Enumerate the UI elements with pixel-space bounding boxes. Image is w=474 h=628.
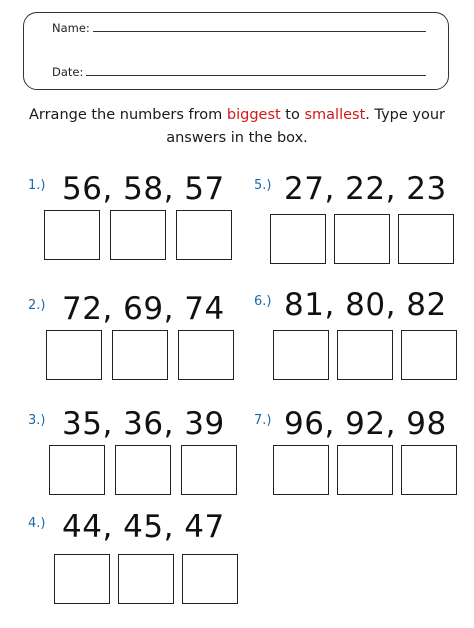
answer-box-2[interactable]	[337, 445, 393, 495]
instructions-text-2: to	[280, 107, 305, 123]
answer-box-2[interactable]	[337, 330, 393, 380]
answer-box-2[interactable]	[110, 210, 166, 260]
answer-box-3[interactable]	[178, 330, 234, 380]
answer-box-1[interactable]	[273, 330, 329, 380]
answer-box-1[interactable]	[49, 445, 105, 495]
instructions-line-2: answers in the box.	[166, 130, 308, 146]
date-label: Date:	[52, 65, 84, 79]
problem-7	[254, 406, 469, 525]
problem-4	[28, 509, 243, 628]
problem-6	[254, 287, 469, 406]
problem-number: 3.)	[28, 413, 46, 428]
instructions-smallest: smallest	[304, 107, 366, 123]
answer-box-3[interactable]	[181, 445, 237, 495]
problem-numbers: 35, 36, 39	[62, 406, 225, 442]
answer-box-3[interactable]	[401, 330, 457, 380]
problem-number: 4.)	[28, 516, 46, 531]
instructions-text-1: Arrange the numbers from	[28, 107, 227, 123]
date-row	[52, 65, 426, 79]
date-field[interactable]	[86, 75, 426, 76]
problem-numbers: 56, 58, 57	[62, 171, 225, 207]
problem-numbers: 27, 22, 23	[284, 171, 447, 207]
problem-number: 5.)	[254, 178, 272, 193]
student-info-box	[23, 12, 449, 90]
answer-box-3[interactable]	[398, 214, 454, 264]
answer-box-3[interactable]	[182, 554, 238, 604]
instructions	[0, 104, 474, 150]
problem-number: 6.)	[254, 294, 272, 309]
problem-number: 1.)	[28, 178, 46, 193]
answer-box-2[interactable]	[334, 214, 390, 264]
answer-box-2[interactable]	[115, 445, 171, 495]
problem-5	[254, 171, 469, 290]
answer-box-1[interactable]	[54, 554, 110, 604]
answer-box-1[interactable]	[46, 330, 102, 380]
name-row	[52, 21, 426, 35]
answer-box-1[interactable]	[44, 210, 100, 260]
answer-box-1[interactable]	[270, 214, 326, 264]
problem-numbers: 96, 92, 98	[284, 406, 447, 442]
name-field[interactable]	[93, 31, 426, 32]
name-label: Name:	[52, 21, 90, 35]
instructions-biggest: biggest	[226, 107, 281, 123]
problem-numbers: 81, 80, 82	[284, 287, 447, 323]
answer-box-3[interactable]	[176, 210, 232, 260]
problem-number: 7.)	[254, 413, 272, 428]
answer-box-2[interactable]	[112, 330, 168, 380]
problem-1	[28, 171, 243, 290]
problem-numbers: 72, 69, 74	[62, 291, 225, 327]
answer-box-2[interactable]	[118, 554, 174, 604]
answer-box-3[interactable]	[401, 445, 457, 495]
problem-numbers: 44, 45, 47	[62, 509, 225, 545]
problem-2	[28, 291, 243, 410]
answer-box-1[interactable]	[273, 445, 329, 495]
problem-number: 2.)	[28, 298, 46, 313]
instructions-text-3: . Type your	[365, 107, 446, 123]
